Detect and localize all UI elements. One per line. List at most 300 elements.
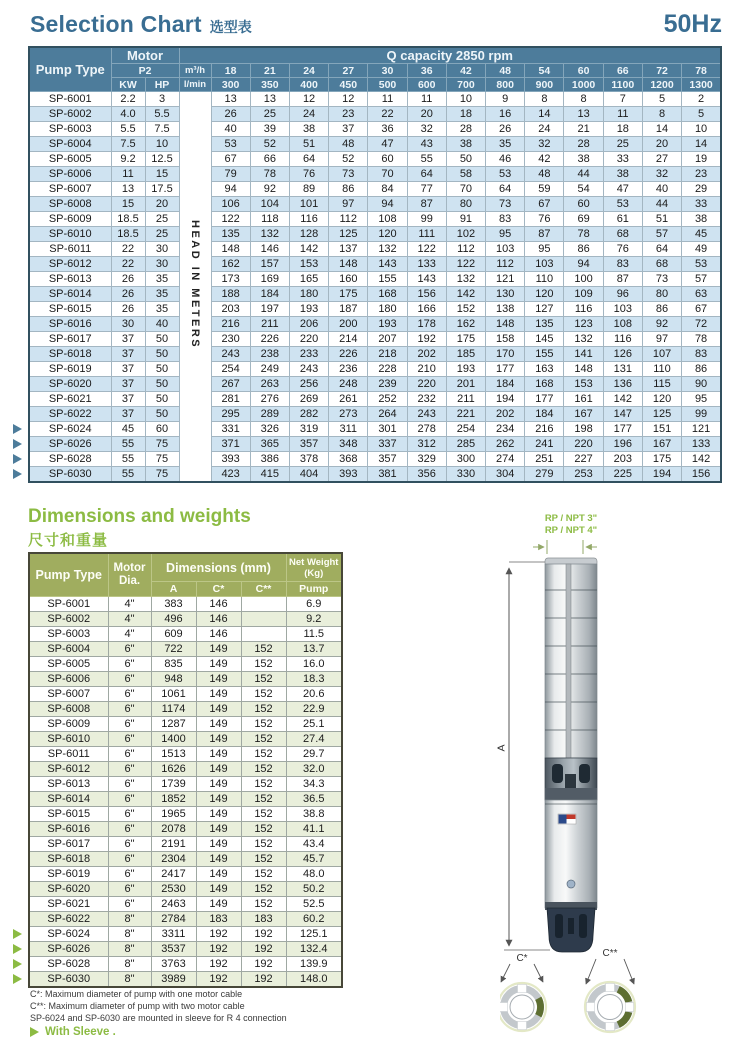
- flow-lmin-value: 450: [329, 78, 368, 92]
- weight-value: 18.3: [286, 672, 342, 687]
- c2-value: 152: [241, 882, 286, 897]
- head-value: 197: [250, 302, 289, 317]
- flow-m3h-value: 21: [250, 64, 289, 78]
- pump-drawing: [500, 512, 750, 1040]
- kw-header: KW: [111, 78, 145, 92]
- head-value: 73: [329, 167, 368, 182]
- dimension-row: [29, 942, 342, 957]
- c2-value: 192: [241, 927, 286, 942]
- head-value: 177: [603, 422, 642, 437]
- selection-row: [29, 197, 721, 212]
- weight-value: 36.5: [286, 792, 342, 807]
- head-value: 193: [446, 362, 485, 377]
- c2-value: 152: [241, 717, 286, 732]
- c1-value: 192: [196, 927, 241, 942]
- head-value: 143: [368, 257, 407, 272]
- head-value: 38: [564, 152, 603, 167]
- dimension-row: [29, 672, 342, 687]
- head-value: 67: [682, 302, 721, 317]
- head-value: 86: [564, 242, 603, 257]
- hp-value: 40: [145, 317, 179, 332]
- selection-row: [29, 437, 721, 452]
- head-value: 64: [289, 152, 328, 167]
- head-value: 155: [525, 347, 564, 362]
- head-value: 148: [211, 242, 250, 257]
- page-title-chinese: 选型表: [209, 19, 252, 35]
- c1-value: 149: [196, 687, 241, 702]
- head-value: 211: [446, 392, 485, 407]
- head-value: 278: [407, 422, 446, 437]
- hp-value: 7.5: [145, 122, 179, 137]
- with-sleeve-label: With Sleeve .: [45, 1026, 116, 1038]
- dimension-row: [29, 972, 342, 988]
- head-value: 218: [368, 347, 407, 362]
- pump-model: SP-6006: [29, 167, 111, 182]
- pump-model: SP-6021: [29, 392, 111, 407]
- head-value: 220: [564, 437, 603, 452]
- head-value: 26: [486, 122, 525, 137]
- sleeve-arrow-icon: [13, 944, 22, 954]
- flow-m3h-value: 30: [368, 64, 407, 78]
- head-value: 102: [446, 227, 485, 242]
- head-value: 66: [250, 152, 289, 167]
- pump-model: SP-6002: [29, 107, 111, 122]
- head-value: 148: [486, 317, 525, 332]
- head-value: 241: [525, 437, 564, 452]
- head-value: 38: [603, 167, 642, 182]
- flow-lmin-value: 300: [211, 78, 250, 92]
- kw-value: 4.0: [111, 107, 145, 122]
- head-value: 55: [407, 152, 446, 167]
- head-value: 63: [682, 287, 721, 302]
- head-value: 276: [250, 392, 289, 407]
- head-value: 96: [603, 287, 642, 302]
- pump-model: SP-6005: [29, 657, 108, 672]
- head-value: 141: [564, 347, 603, 362]
- head-value: 51: [642, 212, 681, 227]
- c2-value: 192: [241, 957, 286, 972]
- c1-value: 149: [196, 792, 241, 807]
- head-value: 120: [525, 287, 564, 302]
- head-value: 14: [682, 137, 721, 152]
- head-value: 78: [682, 332, 721, 347]
- weight-value: 11.5: [286, 627, 342, 642]
- head-value: 24: [289, 107, 328, 122]
- selection-chart-table: [28, 46, 722, 483]
- pump-model: SP-6004: [29, 642, 108, 657]
- head-value: 158: [486, 332, 525, 347]
- head-value: 108: [368, 212, 407, 227]
- head-value: 251: [525, 452, 564, 467]
- head-value: 92: [642, 317, 681, 332]
- pump-model: SP-6012: [29, 762, 108, 777]
- head-value: 108: [603, 317, 642, 332]
- hp-value: 35: [145, 272, 179, 287]
- a-value: 2304: [151, 852, 196, 867]
- head-value: 21: [564, 122, 603, 137]
- head-value: 83: [486, 212, 525, 227]
- a-value: 2191: [151, 837, 196, 852]
- a-value: 1739: [151, 777, 196, 792]
- pump-model: SP-6021: [29, 897, 108, 912]
- head-value: 135: [211, 227, 250, 242]
- hp-value: 35: [145, 287, 179, 302]
- dimension-row: [29, 792, 342, 807]
- head-value: 243: [211, 347, 250, 362]
- dimension-row: [29, 777, 342, 792]
- hp-value: 12.5: [145, 152, 179, 167]
- head-value: 100: [564, 272, 603, 287]
- head-value: 97: [329, 197, 368, 212]
- head-value: 211: [250, 317, 289, 332]
- p2-header: P2: [111, 64, 179, 78]
- header-row-3: [29, 78, 721, 92]
- head-value: 157: [250, 257, 289, 272]
- a-value: 1174: [151, 702, 196, 717]
- head-value: 12: [289, 92, 328, 107]
- a-value: 383: [151, 597, 196, 612]
- head-value: 5: [642, 92, 681, 107]
- pump-model: SP-6013: [29, 777, 108, 792]
- dimension-a-label: A: [495, 744, 508, 752]
- pump-model: SP-6004: [29, 137, 111, 152]
- pump-model: SP-6001: [29, 92, 111, 107]
- hp-value: 75: [145, 437, 179, 452]
- c2-value: 152: [241, 732, 286, 747]
- head-value: 70: [368, 167, 407, 182]
- weight-value: 148.0: [286, 972, 342, 988]
- sleeve-arrow-icon: [13, 929, 22, 939]
- head-value: 184: [525, 407, 564, 422]
- motor-dia-value: 6": [108, 747, 151, 762]
- head-value: 365: [250, 437, 289, 452]
- rp-npt4-label: RP / NPT 4": [544, 525, 598, 536]
- dimension-row: [29, 807, 342, 822]
- head-value: 43: [407, 137, 446, 152]
- head-value: 194: [642, 467, 681, 483]
- c2-value: 152: [241, 897, 286, 912]
- rp-npt3-label: RP / NPT 3": [544, 513, 598, 524]
- pump-model: SP-6010: [29, 227, 111, 242]
- head-value: 238: [250, 347, 289, 362]
- head-value: 49: [682, 242, 721, 257]
- head-value: 233: [289, 347, 328, 362]
- head-value: 11: [603, 107, 642, 122]
- c1-value: 192: [196, 942, 241, 957]
- flow-lmin-value: 400: [289, 78, 328, 92]
- flow-lmin-value: 600: [407, 78, 446, 92]
- head-value: 110: [525, 272, 564, 287]
- head-value: 125: [329, 227, 368, 242]
- head-value: 118: [250, 212, 289, 227]
- head-value: 121: [486, 272, 525, 287]
- dimension-row: [29, 732, 342, 747]
- pump-model: SP-6010: [29, 732, 108, 747]
- head-value: 20: [407, 107, 446, 122]
- head-value: 104: [250, 197, 289, 212]
- head-value: 18: [446, 107, 485, 122]
- hp-value: 75: [145, 467, 179, 483]
- c2-value: 152: [241, 747, 286, 762]
- head-value: 80: [446, 197, 485, 212]
- head-value: 230: [211, 332, 250, 347]
- head-value: 125: [642, 407, 681, 422]
- weight-value: 60.2: [286, 912, 342, 927]
- c1-value: 149: [196, 762, 241, 777]
- dimension-row: [29, 717, 342, 732]
- head-value: 153: [289, 257, 328, 272]
- head-value: 371: [211, 437, 250, 452]
- hp-value: 25: [145, 227, 179, 242]
- head-value: 216: [211, 317, 250, 332]
- head-value: 64: [407, 167, 446, 182]
- head-value: 393: [329, 467, 368, 483]
- c2-value: 192: [241, 972, 286, 988]
- selection-row: [29, 377, 721, 392]
- c2-value: 152: [241, 672, 286, 687]
- c1-value: 149: [196, 717, 241, 732]
- head-value: 210: [407, 362, 446, 377]
- selection-row: [29, 452, 721, 467]
- head-value: 348: [329, 437, 368, 452]
- head-value: 202: [486, 407, 525, 422]
- flow-lmin-value: 1300: [682, 78, 721, 92]
- head-value: 357: [368, 452, 407, 467]
- head-value: 127: [525, 302, 564, 317]
- dimension-row: [29, 597, 342, 612]
- c2-value: [241, 612, 286, 627]
- pump-model: SP-6003: [29, 122, 111, 137]
- head-value: 155: [368, 272, 407, 287]
- head-value: 206: [289, 317, 328, 332]
- flow-lmin-value: 900: [525, 78, 564, 92]
- dimension-row: [29, 927, 342, 942]
- head-value: 87: [525, 227, 564, 242]
- c2-value: 152: [241, 807, 286, 822]
- head-value: 54: [564, 182, 603, 197]
- head-value: 273: [329, 407, 368, 422]
- selection-row: [29, 287, 721, 302]
- pump-model: SP-6015: [29, 302, 111, 317]
- head-value: 151: [642, 422, 681, 437]
- head-value: 131: [603, 362, 642, 377]
- hp-value: 50: [145, 347, 179, 362]
- flow-lmin-value: 1000: [564, 78, 603, 92]
- dimension-row: [29, 957, 342, 972]
- kw-value: 26: [111, 272, 145, 287]
- pump-model: SP-6024: [29, 927, 108, 942]
- head-value: 106: [211, 197, 250, 212]
- head-value: 16: [486, 107, 525, 122]
- head-value: 14: [642, 122, 681, 137]
- dimension-row: [29, 897, 342, 912]
- head-value: 133: [682, 437, 721, 452]
- head-value: 26: [211, 107, 250, 122]
- weight-value: 9.2: [286, 612, 342, 627]
- head-value: 216: [525, 422, 564, 437]
- head-value: 67: [525, 197, 564, 212]
- head-value: 76: [289, 167, 328, 182]
- pump-model: SP-6014: [29, 287, 111, 302]
- head-value: 94: [564, 257, 603, 272]
- head-value: 95: [525, 242, 564, 257]
- flow-m3h-value: 42: [446, 64, 485, 78]
- head-value: 184: [486, 377, 525, 392]
- motor-dia-value: 6": [108, 867, 151, 882]
- motor-dia-value: 6": [108, 657, 151, 672]
- kw-value: 45: [111, 422, 145, 437]
- head-value: 95: [486, 227, 525, 242]
- c1-value: 149: [196, 702, 241, 717]
- head-value: 160: [329, 272, 368, 287]
- head-value: 196: [603, 437, 642, 452]
- c2-value: 152: [241, 657, 286, 672]
- m3h-unit-header: m³/h: [179, 64, 211, 78]
- selection-row: [29, 107, 721, 122]
- pump-model: SP-6007: [29, 687, 108, 702]
- head-value: 220: [407, 377, 446, 392]
- head-value: 253: [564, 467, 603, 483]
- head-value: 168: [525, 377, 564, 392]
- head-in-meters-cell: [179, 92, 211, 483]
- kw-value: 26: [111, 287, 145, 302]
- head-value: 226: [250, 332, 289, 347]
- a-value: 1852: [151, 792, 196, 807]
- kw-value: 18.5: [111, 227, 145, 242]
- head-value: 50: [446, 152, 485, 167]
- a-value: 3311: [151, 927, 196, 942]
- head-value: 203: [603, 452, 642, 467]
- hp-value: 50: [145, 377, 179, 392]
- head-value: 91: [446, 212, 485, 227]
- head-value: 86: [682, 362, 721, 377]
- c1-value: 149: [196, 867, 241, 882]
- head-value: 142: [682, 452, 721, 467]
- motor-dia-header: Motor Dia.: [108, 553, 151, 597]
- sleeve-arrow-icon: [13, 454, 22, 464]
- head-value: 165: [289, 272, 328, 287]
- head-value: 116: [603, 332, 642, 347]
- head-value: 194: [486, 392, 525, 407]
- motor-dia-value: 6": [108, 672, 151, 687]
- kw-value: 37: [111, 332, 145, 347]
- head-value: 180: [289, 287, 328, 302]
- pump-model: SP-6028: [29, 957, 108, 972]
- dimension-row: [29, 867, 342, 882]
- c2-value: [241, 627, 286, 642]
- flow-m3h-value: 36: [407, 64, 446, 78]
- kw-value: 13: [111, 182, 145, 197]
- a-value: 1513: [151, 747, 196, 762]
- weight-value: 13.7: [286, 642, 342, 657]
- head-value: 138: [486, 302, 525, 317]
- hp-value: 50: [145, 332, 179, 347]
- head-value: 122: [407, 242, 446, 257]
- head-value: 319: [289, 422, 328, 437]
- kw-value: 37: [111, 392, 145, 407]
- head-value: 68: [603, 227, 642, 242]
- head-value: 264: [368, 407, 407, 422]
- head-value: 167: [642, 437, 681, 452]
- hp-value: 35: [145, 302, 179, 317]
- pump-model: SP-6007: [29, 182, 111, 197]
- a-value: 1287: [151, 717, 196, 732]
- kw-value: 37: [111, 407, 145, 422]
- c2-value: 152: [241, 687, 286, 702]
- selection-row: [29, 317, 721, 332]
- head-value: 83: [603, 257, 642, 272]
- head-value: 22: [368, 107, 407, 122]
- motor-dia-value: 6": [108, 777, 151, 792]
- head-value: 89: [289, 182, 328, 197]
- dimension-row: [29, 762, 342, 777]
- head-value: 132: [446, 272, 485, 287]
- with-sleeve-note: [30, 1026, 287, 1038]
- head-value: 23: [329, 107, 368, 122]
- pump-model: SP-6002: [29, 612, 108, 627]
- c2-value: 192: [241, 942, 286, 957]
- head-value: 329: [407, 452, 446, 467]
- flow-lmin-value: 800: [486, 78, 525, 92]
- dimension-row: [29, 642, 342, 657]
- q-capacity-header: Q capacity 2850 rpm: [179, 47, 721, 64]
- c2-value: 183: [241, 912, 286, 927]
- page-title: Selection Chart: [30, 11, 202, 37]
- head-value: 112: [329, 212, 368, 227]
- header-row-2: [29, 64, 721, 78]
- dimension-row: [29, 822, 342, 837]
- head-in-meters-label: HEAD IN METERS: [189, 220, 202, 350]
- head-value: 162: [446, 317, 485, 332]
- head-value: 36: [368, 122, 407, 137]
- c1-value: 146: [196, 612, 241, 627]
- selection-row: [29, 272, 721, 287]
- pump-model: SP-6009: [29, 717, 108, 732]
- head-value: 193: [289, 302, 328, 317]
- head-value: 92: [250, 182, 289, 197]
- head-value: 170: [486, 347, 525, 362]
- head-value: 48: [525, 167, 564, 182]
- head-value: 35: [486, 137, 525, 152]
- kw-value: 18.5: [111, 212, 145, 227]
- head-value: 177: [525, 392, 564, 407]
- c1-value: 192: [196, 972, 241, 988]
- a-value: 835: [151, 657, 196, 672]
- head-value: 77: [407, 182, 446, 197]
- a-value: 3763: [151, 957, 196, 972]
- flow-lmin-value: 350: [250, 78, 289, 92]
- pump-model: SP-6014: [29, 792, 108, 807]
- head-value: 44: [564, 167, 603, 182]
- head-value: 97: [642, 332, 681, 347]
- pump-model: SP-6005: [29, 152, 111, 167]
- head-value: 262: [486, 437, 525, 452]
- head-value: 225: [603, 467, 642, 483]
- pump-model: SP-6020: [29, 882, 108, 897]
- head-value: 252: [368, 392, 407, 407]
- head-value: 254: [211, 362, 250, 377]
- dimension-row: [29, 747, 342, 762]
- motor-dia-value: 6": [108, 717, 151, 732]
- pump-model: SP-6013: [29, 272, 111, 287]
- a-value: 2463: [151, 897, 196, 912]
- head-value: 192: [407, 332, 446, 347]
- weight-value: 25.1: [286, 717, 342, 732]
- head-value: 214: [329, 332, 368, 347]
- dimension-row: [29, 702, 342, 717]
- a-value: 3537: [151, 942, 196, 957]
- head-value: 126: [603, 347, 642, 362]
